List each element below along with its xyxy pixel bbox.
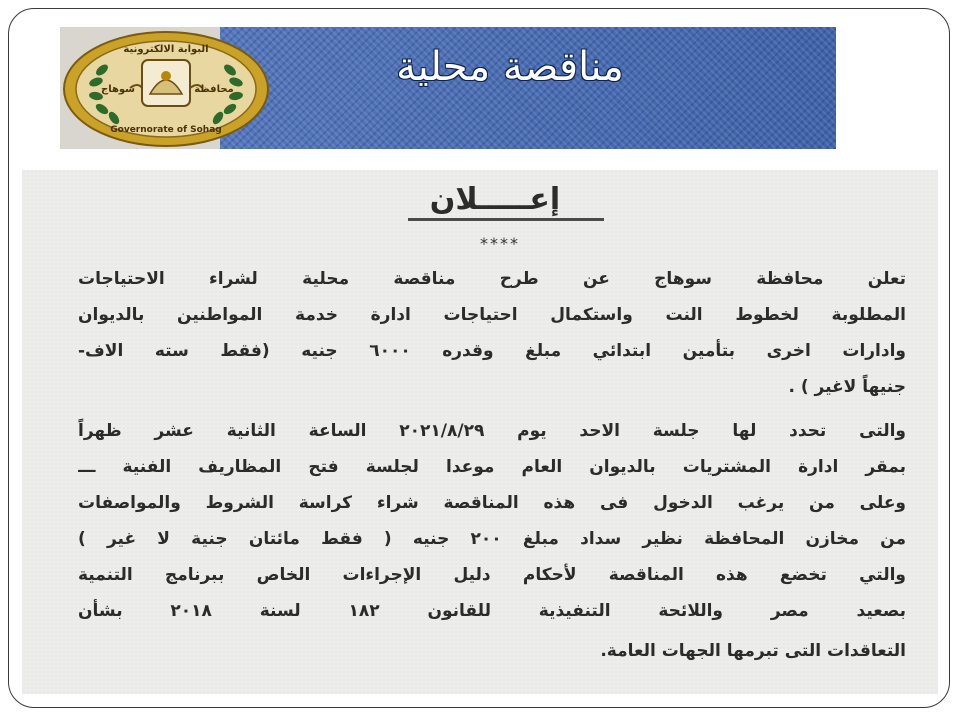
body-line: بصعيد مصر واللائحة التنفيذية للقانون ١٨٢ لسنة ٢٠١٨ بشأن bbox=[78, 601, 906, 621]
governorate-of-sohag-emblem-icon bbox=[62, 30, 272, 148]
logo-top-text: البوابة الالكترونية bbox=[123, 44, 209, 55]
body-line: التعاقدات التى تبرمها الجهات العامة. bbox=[600, 641, 906, 661]
banner-title: مناقصة محلية bbox=[396, 44, 624, 90]
body-line: والتي تخضع هذه المناقصة لأحكام دليل الإجراءات الخاص ببرنامج التنمية bbox=[78, 565, 906, 585]
body-line: وادارات اخرى بتأمين ابتدائي مبلغ وقدره ٦٠٠٠ جنيه (فقط سته الاف- bbox=[78, 341, 906, 361]
logo-left-text: سوهاج bbox=[101, 84, 135, 95]
body-line: تعلن محافظة سوهاج عن طرح مناقصة محلية لشراء الاحتياجات bbox=[78, 269, 906, 289]
body-line: وعلى من يرغب الدخول فى هذه المناقصة شراء كراسة الشروط والمواصفات bbox=[78, 493, 906, 513]
body-line: من مخازن المحافظة نظير سداد مبلغ ٢٠٠ جنيه ( فقط مائتان جنية لا غير ) bbox=[78, 529, 906, 549]
body-line: المطلوبة لخطوط النت واستكمال احتياجات ادارة خدمة المواطنين بالديوان bbox=[78, 305, 906, 325]
announcement-stars: **** bbox=[480, 234, 520, 253]
body-line: بمقر ادارة المشتريات بالديوان العام موعدا لجلسة فتح المظاريف الفنية ـــ bbox=[78, 457, 906, 477]
announcement-heading: إعـــــلان bbox=[429, 182, 561, 217]
heading-underline bbox=[408, 218, 604, 221]
logo-right-text: محافظة bbox=[194, 84, 234, 95]
logo-bottom-text: Governorate of Sohag bbox=[110, 125, 222, 135]
body-line: جنيهاً لاغير ) . bbox=[788, 377, 906, 397]
body-line: والتى تحدد لها جلسة الاحد يوم ٢٠٢١/٨/٢٩ الساعة الثانية عشر ظهراً bbox=[78, 421, 906, 441]
